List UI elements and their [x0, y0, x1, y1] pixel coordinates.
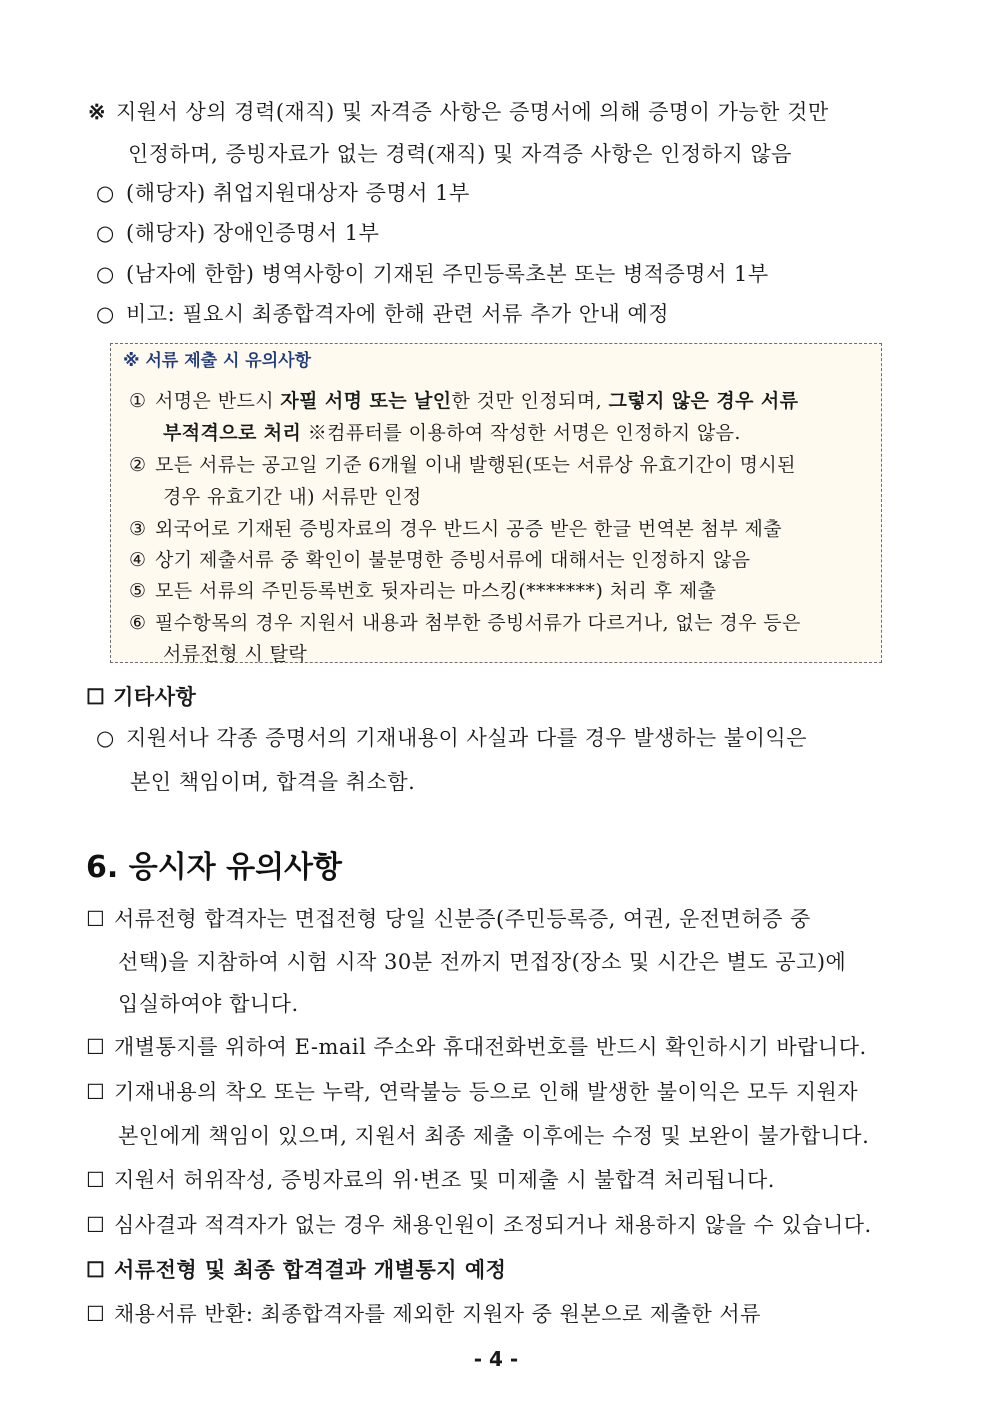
section-title: 6. 응시자 유의사항 [86, 850, 343, 885]
circle-bullet-icon: ○ [96, 726, 115, 750]
caution-item: ④ 상기 제출서류 중 확인이 불분명한 증빙서류에 대해서는 인정하지 않음 [129, 549, 751, 571]
other-item-cont: 본인 책임이며, 합격을 취소함. [130, 770, 416, 794]
doc-item: ○ (해당자) 취업지원대상자 증명서 1부 [96, 181, 470, 205]
other-heading: ☐ 기타사항 [86, 684, 197, 709]
notice-item-cont: 입실하여야 합니다. [118, 992, 299, 1016]
checkbox-square-icon: ☐ [86, 907, 106, 931]
caution-item: ⑥ 필수항목의 경우 지원서 내용과 첨부한 증빙서류가 다르거나, 없는 경우 등은 [129, 612, 801, 634]
doc-item: ○ 비고: 필요시 최종합격자에 한해 관련 서류 추가 안내 예정 [96, 302, 670, 326]
caution-item-cont: 부적격으로 처리 ※컴퓨터를 이용하여 작성한 서명은 인정하지 않음. [163, 422, 741, 444]
checkbox-square-icon: ☐ [86, 1302, 106, 1326]
notice-item-cont: 선택)을 지참하여 시험 시작 30분 전까지 면접장(장소 및 시간은 별도 공고)에 [118, 950, 847, 974]
notice-item-cont: 본인에게 책임이 있으며, 지원서 최종 제출 이후에는 수정 및 보완이 불가합니다. [118, 1124, 870, 1148]
caution-box [110, 343, 882, 663]
notice-item: ☐ 서류전형 및 최종 합격결과 개별통지 예정 [86, 1257, 507, 1282]
caution-item-cont: 경우 유효기간 내) 서류만 인정 [163, 486, 422, 508]
reference-mark-icon: ※ [88, 99, 107, 124]
notice-item: ☐ 지원서 허위작성, 증빙자료의 위·변조 및 미제출 시 불합격 처리됩니다. [86, 1168, 775, 1192]
notice-item: ☐ 서류전형 합격자는 면접전형 당일 신분증(주민등록증, 여권, 운전면허증 중 [86, 907, 811, 931]
circle-bullet-icon: ○ [96, 302, 115, 326]
note-line-1 [88, 96, 829, 126]
notice-item: ☐ 심사결과 적격자가 없는 경우 채용인원이 조정되거나 채용하지 않을 수 있습니다. [86, 1213, 872, 1237]
caution-item-cont: 서류전형 시 탈락 [163, 643, 308, 665]
circle-bullet-icon: ○ [96, 221, 115, 245]
checkbox-square-icon: ☐ [86, 1257, 106, 1282]
circle-bullet-icon: ○ [96, 181, 115, 205]
checkbox-square-icon: ☐ [86, 1213, 106, 1237]
caution-item: ③ 외국어로 기재된 증빙자료의 경우 반드시 공증 받은 한글 번역본 첨부 제출 [129, 518, 783, 540]
caution-item: ① 서명은 반드시 자필 서명 또는 날인한 것만 인정되며, 그렇지 않은 경우 서류 [129, 390, 799, 412]
checkbox-square-icon: ☐ [86, 1035, 106, 1059]
caution-item: ⑤ 모든 서류의 주민등록번호 뒷자리는 마스킹(*******) 처리 후 제출 [129, 580, 717, 602]
doc-item: ○ (해당자) 장애인증명서 1부 [96, 221, 380, 245]
caution-box-title: ※ 서류 제출 시 유의사항 [123, 351, 311, 371]
doc-item: ○ (남자에 한함) 병역사항이 기재된 주민등록초본 또는 병적증명서 1부 [96, 262, 769, 286]
checkbox-square-icon: ☐ [86, 1168, 106, 1192]
checkbox-square-icon: ☐ [86, 1080, 106, 1104]
page-number: - 4 - [473, 1347, 519, 1371]
notice-item: ☐ 개별통지를 위하여 E-mail 주소와 휴대전화번호를 반드시 확인하시기 바랍니다. [86, 1035, 867, 1059]
note-line-2: 인정하며, 증빙자료가 없는 경력(재직) 및 자격증 사항은 인정하지 않음 [128, 142, 792, 166]
caution-item: ② 모든 서류는 공고일 기준 6개월 이내 발행된(또는 서류상 유효기간이 명시된 [129, 454, 796, 476]
other-item: ○ 지원서나 각종 증명서의 기재내용이 사실과 다를 경우 발생하는 불이익은 [96, 726, 807, 750]
circle-bullet-icon: ○ [96, 262, 115, 286]
note-text-1: 지원서 상의 경력(재직) 및 자격증 사항은 증명서에 의해 증명이 가능한 것만 [116, 100, 829, 124]
notice-item: ☐ 기재내용의 착오 또는 누락, 연락불능 등으로 인해 발생한 불이익은 모두 지원자 [86, 1080, 859, 1104]
notice-item: ☐ 채용서류 반환: 최종합격자를 제외한 지원자 중 원본으로 제출한 서류 [86, 1302, 761, 1326]
